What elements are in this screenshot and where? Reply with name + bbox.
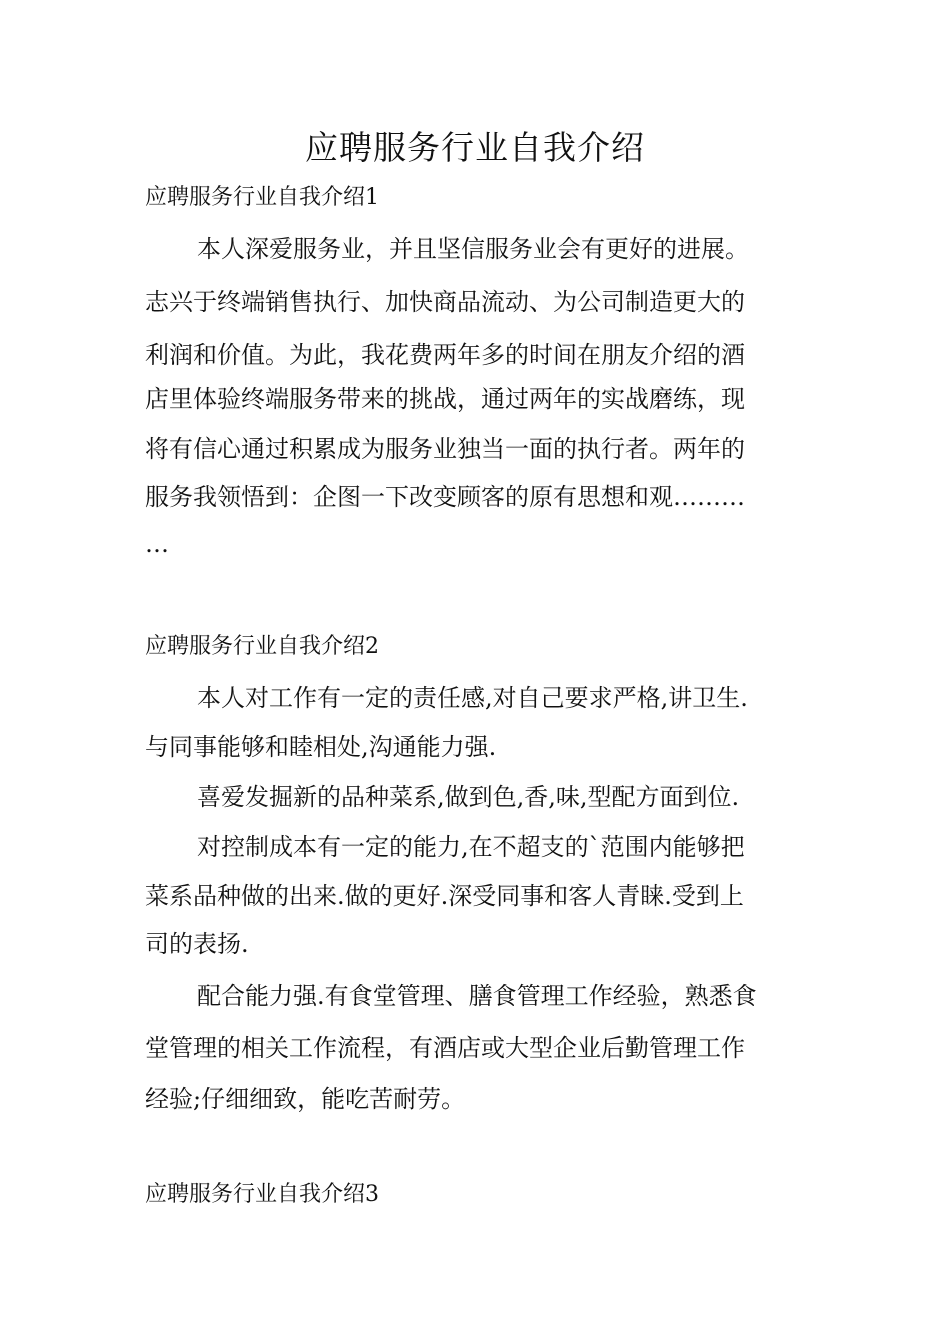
paragraph-line: 喜爱发掘新的品种菜系,做到色,香,味,型配方面到位. bbox=[197, 783, 740, 811]
paragraph-line: … bbox=[145, 530, 169, 558]
paragraph-line: 本人深爱服务业，并且坚信服务业会有更好的进展。 bbox=[197, 235, 749, 263]
paragraph-line: 店里体验终端服务带来的挑战，通过两年的实战磨练，现 bbox=[145, 385, 745, 413]
section-heading-1: 应聘服务行业自我介绍1 bbox=[145, 185, 379, 210]
document-title: 应聘服务行业自我介绍 bbox=[305, 128, 645, 167]
paragraph-line: 司的表扬. bbox=[145, 930, 249, 958]
paragraph-line: 志兴于终端销售执行、加快商品流动、为公司制造更大的 bbox=[145, 288, 745, 316]
paragraph-line: 将有信心通过积累成为服务业独当一面的执行者。两年的 bbox=[145, 435, 745, 463]
paragraph-line: 与同事能够和睦相处,沟通能力强. bbox=[145, 733, 497, 761]
paragraph-line: 利润和价值。为此，我花费两年多的时间在朋友介绍的酒 bbox=[145, 341, 745, 369]
paragraph-line: 本人对工作有一定的责任感,对自己要求严格,讲卫生. bbox=[197, 684, 748, 712]
paragraph-line: 配合能力强.有食堂管理、膳食管理工作经验，熟悉食 bbox=[197, 982, 757, 1010]
section-heading-3: 应聘服务行业自我介绍3 bbox=[145, 1182, 379, 1207]
section-heading-2: 应聘服务行业自我介绍2 bbox=[145, 634, 379, 659]
paragraph-line: 菜系品种做的出来.做的更好.深受同事和客人青睐.受到上 bbox=[145, 882, 744, 910]
paragraph-line: 堂管理的相关工作流程，有酒店或大型企业后勤管理工作 bbox=[145, 1034, 745, 1062]
paragraph-line: 服务我领悟到：企图一下改变顾客的原有思想和观……… bbox=[145, 483, 745, 511]
paragraph-line: 经验;仔细细致，能吃苦耐劳。 bbox=[145, 1085, 466, 1113]
paragraph-line: 对控制成本有一定的能力,在不超支的`范围内能够把 bbox=[197, 833, 745, 861]
